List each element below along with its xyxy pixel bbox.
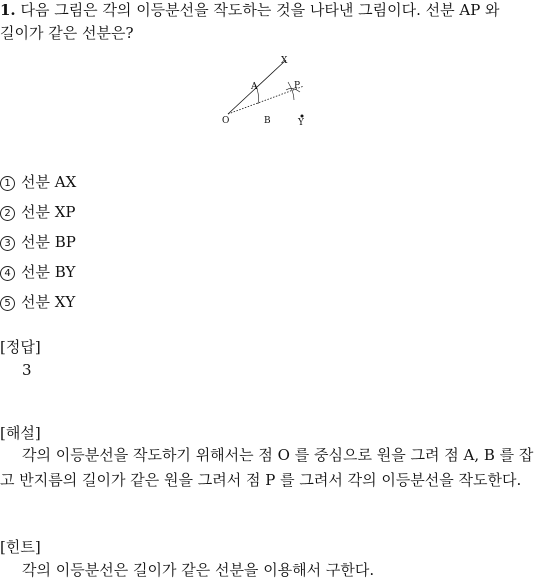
choice-4 <box>0 262 75 282</box>
choice-4-text: 선분 BY <box>21 263 76 281</box>
choice-3-mark: 3 <box>0 236 15 251</box>
choice-1 <box>0 172 76 192</box>
angle-bisector-figure <box>220 52 310 128</box>
question-line-1 <box>0 0 500 20</box>
question-text-2: 길이가 같은 선분은? <box>0 24 134 42</box>
choice-5-mark: 5 <box>0 296 15 311</box>
figure-svg <box>220 52 310 128</box>
answer-value: 3 <box>22 361 32 379</box>
explanation-label: [해설] <box>0 424 41 442</box>
hint-label: [힌트] <box>0 538 41 556</box>
choice-3-text: 선분 BP <box>21 233 76 251</box>
choice-5-text: 선분 XY <box>21 293 76 311</box>
label-y: Y <box>298 118 304 128</box>
label-x: X <box>281 56 288 66</box>
label-b: B <box>264 116 271 126</box>
choice-4-mark: 4 <box>0 266 15 281</box>
choice-2-text: 선분 XP <box>21 203 76 221</box>
question-number: 1. <box>0 1 16 19</box>
label-p: P <box>294 81 301 91</box>
choice-5 <box>0 292 75 312</box>
choice-2-mark: 2 <box>0 206 15 221</box>
hint-text: 각의 이등분선은 길이가 같은 선분을 이용해서 구한다. <box>22 561 375 579</box>
explanation-text: 각의 이등분선을 작도하기 위해서는 점 O 를 중심으로 원을 그려 점 A, B 를 잡고 반지름의 길이가 같은 원을 그려서 점 P 를 그려서 각의 이등분선을 작도한다. <box>0 446 534 489</box>
answer-label: [정답] <box>0 338 41 356</box>
choice-2 <box>0 202 76 222</box>
choice-1-text: 선분 AX <box>21 173 77 191</box>
ray-oy <box>228 86 304 114</box>
choice-3 <box>0 232 76 252</box>
choice-1-mark: 1 <box>0 176 15 191</box>
question-text-1: 다음 그림은 각의 이등분선을 작도하는 것을 나타낸 그림이다. 선분 AP 와 <box>20 1 500 19</box>
label-a: A <box>251 82 258 92</box>
label-o: O <box>222 116 230 126</box>
